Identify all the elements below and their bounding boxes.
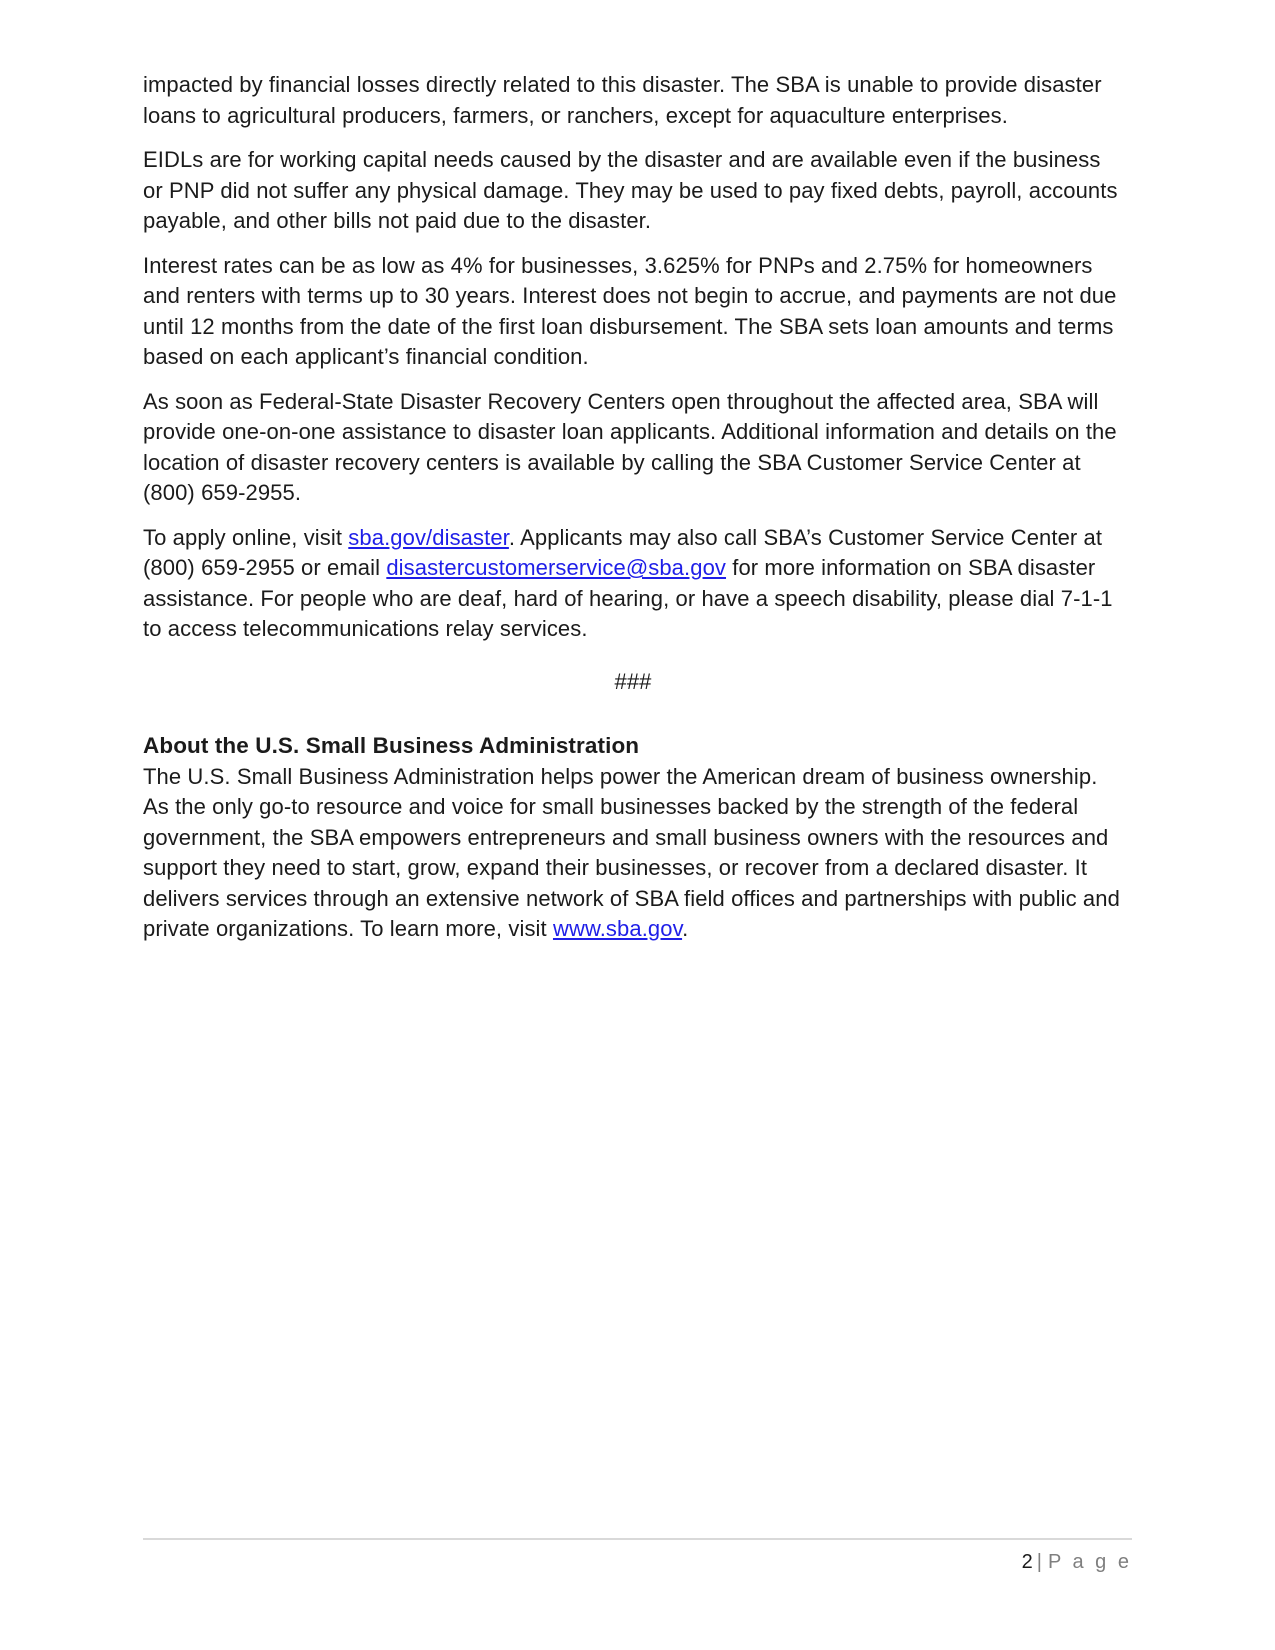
text-run: About the U.S. Small Business Administration (143, 733, 640, 758)
body-paragraph (143, 251, 1123, 373)
body-paragraph (143, 387, 1123, 509)
document-body (143, 70, 1123, 959)
sba-website-link[interactable]: www.sba.gov (552, 916, 683, 941)
page-label: P a g e (1047, 1551, 1132, 1573)
page-footer (143, 1538, 1132, 1575)
sba-disaster-link[interactable]: sba.gov/disaster (348, 524, 509, 550)
body-paragraph (143, 70, 1123, 131)
text-run: As soon as Federal-State Disaster Recovery Centers open throughout the affected area, SBA will provide one-on-one assistance to disaster loan applicants. Additional information and details on the location of disaster recovery centers is available by calling the SBA Customer Service Center at (800) 659-2955. (143, 388, 1117, 505)
body-paragraph (143, 762, 1123, 945)
body-paragraph (143, 145, 1123, 237)
text-run: To apply online, visit (143, 524, 349, 550)
end-marker (143, 667, 1123, 698)
text-run: EIDLs are for working capital needs caused by the disaster and are available even if the business or PNP did not suffer any physical damage. They may be used to pay fixed debts, payroll, accounts payable, and other bills not paid due to the disaster. (143, 147, 1118, 233)
section-heading (143, 731, 1123, 762)
page-number: 2 (1021, 1551, 1033, 1573)
text-run: . (682, 916, 689, 941)
text-run: ### (614, 668, 652, 694)
paragraphs-container (143, 70, 1123, 945)
page-number-separator: | (1036, 1551, 1042, 1573)
text-run: for more information on SBA disaster assistance. For people who are deaf, hard of hearing, or have a speech disability, please dial 7-1-1 to access telecommunications relay services. (143, 555, 1113, 641)
disaster-email-link[interactable]: disastercustomerservice@sba.gov (386, 555, 727, 580)
body-paragraph (143, 523, 1123, 645)
text-run: . Applicants may also call SBA’s Customer Service Center at (800) 659-2955 or email (143, 524, 1103, 580)
text-run: impacted by financial losses directly related to this disaster. The SBA is unable to provide disaster loans to agricultural producers, farmers, or ranchers, except for aquaculture enterprises. (143, 72, 1102, 128)
text-run: Interest rates can be as low as 4% for businesses, 3.625% for PNPs and 2.75% for homeowners and renters with terms up to 30 years. Interest does not begin to accrue, and payments are not due until 12 months from the date of the first loan disbursement. The SBA sets loan amounts and terms based on each applicant’s financial condition. (143, 252, 1117, 369)
text-run: The U.S. Small Business Administration helps power the American dream of business ownership. As the only go-to resource and voice for small businesses backed by the strength of the federal government, the SBA empowers entrepreneurs and small business owners with the resources and support they need to start, grow, expand their businesses, or recover from a declared disaster. It delivers services through an extensive network of SBA field offices and partnerships with public and private organizations. To learn more, visit (143, 763, 1120, 941)
